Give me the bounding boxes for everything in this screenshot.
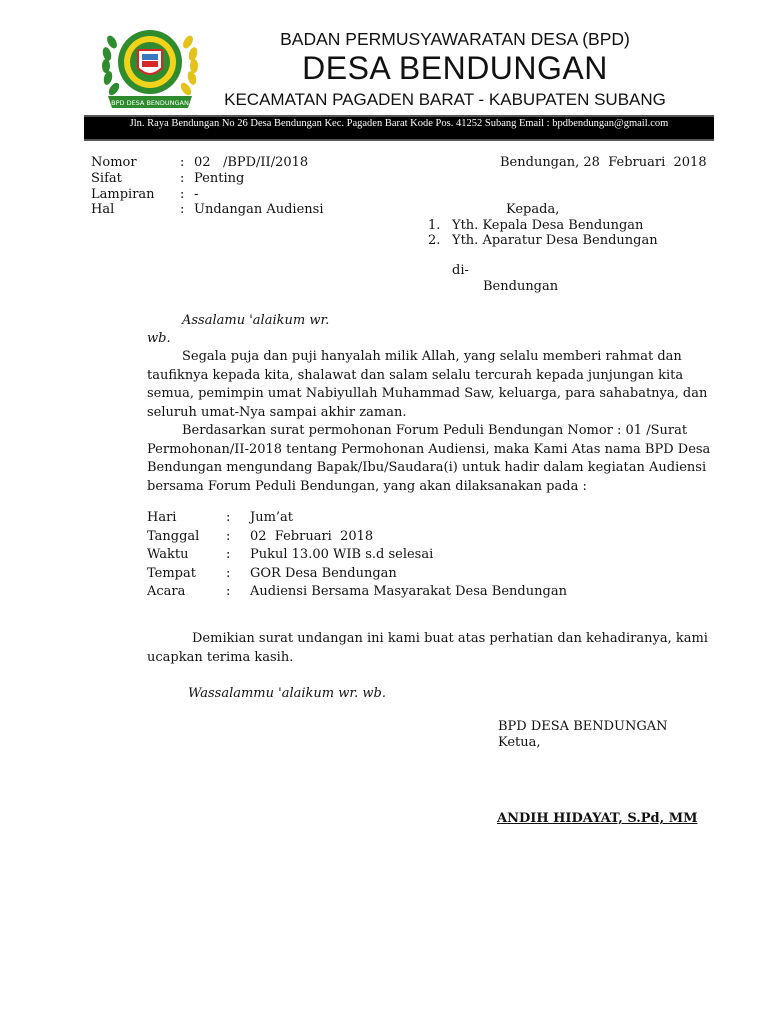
detail-colon: : — [226, 547, 231, 562]
detail-value-tanggal: 02 Februari 2018 — [250, 529, 374, 544]
signatory-name: ANDIH HIDAYAT, S.Pd, MM — [497, 811, 698, 826]
paragraph-line: Demikian surat undangan ini kami buat atas perhatian dan kehadiranya, kami — [192, 631, 708, 646]
detail-colon: : — [226, 529, 231, 544]
paragraph-line: Berdasarkan surat permohonan Forum Peduli Bendungan Nomor : 01 /Surat — [182, 423, 688, 438]
greeting-cont: wb. — [147, 331, 171, 346]
paragraph-line: seluruh umat-Nya sampai akhir zaman. — [147, 404, 407, 420]
recipient-heading: Kepada, — [506, 202, 560, 217]
paragraph-line: bersama Forum Peduli Bendungan, yang akan dilaksanakan pada : — [147, 478, 587, 494]
meta-label-nomor: Nomor — [91, 155, 137, 170]
signature-position: Ketua, — [498, 735, 541, 750]
body-paragraph-1 — [147, 348, 711, 422]
paragraph-line: ucapkan terima kasih. — [147, 649, 294, 665]
recipient-num: 2. — [428, 233, 441, 248]
paragraph-line: Bendungan mengundang Bapak/Ibu/Saudara(i) untuk hadir dalam kegiatan Audiensi — [147, 460, 707, 475]
closing-greeting: Wassalammu 'alaikum wr. wb. — [188, 686, 387, 701]
recipient-di: di- — [452, 263, 469, 278]
meta-colon: : — [180, 171, 185, 186]
organization-name: BADAN PERMUSYAWARATAN DESA (BPD) — [280, 29, 630, 49]
recipient-item: Yth. Kepala Desa Bendungan — [452, 218, 644, 233]
meta-value-sifat: Penting — [194, 171, 245, 186]
meta-label-sifat: Sifat — [91, 171, 122, 186]
recipient-place: Bendungan — [483, 279, 559, 294]
greeting: Assalamu 'alaikum wr. — [182, 313, 330, 328]
meta-value-nomor: 02 /BPD/II/2018 — [194, 155, 309, 170]
detail-value-acara: Audiensi Bersama Masyarakat Desa Bendungan — [250, 584, 567, 599]
paragraph-line: Segala puja dan puji hanyalah milik Allah, yang selalu memberi rahmat dan — [182, 349, 682, 364]
svg-text:BPD DESA BENDUNGAN: BPD DESA BENDUNGAN — [111, 99, 189, 107]
detail-colon: : — [226, 566, 231, 581]
meta-colon: : — [180, 155, 185, 170]
detail-label-waktu: Waktu — [147, 547, 189, 562]
detail-value-hari: Jum’at — [250, 510, 294, 525]
meta-label-lampiran: Lampiran — [91, 187, 155, 202]
recipient-item: Yth. Aparatur Desa Bendungan — [452, 233, 658, 248]
meta-value-lampiran: - — [194, 187, 199, 202]
detail-label-acara: Acara — [147, 584, 186, 599]
bpd-logo — [98, 24, 202, 110]
paragraph-line: Permohonan/II-2018 tentang Permohonan Audiensi, maka Kami Atas nama BPD Desa — [147, 441, 711, 457]
detail-colon: : — [226, 510, 231, 525]
detail-label-hari: Hari — [147, 510, 177, 525]
meta-colon: : — [180, 187, 185, 202]
village-title: DESA BENDUNGAN — [302, 50, 608, 86]
signature-org: BPD DESA BENDUNGAN — [498, 719, 668, 734]
meta-colon: : — [180, 202, 185, 217]
detail-label-tanggal: Tanggal — [147, 529, 200, 544]
closing-paragraph — [147, 630, 711, 667]
body-paragraph-2 — [147, 422, 711, 496]
meta-label-hal: Hal — [91, 202, 115, 217]
district-line: KECAMATAN PAGADEN BARAT - KABUPATEN SUBANG — [224, 90, 666, 109]
detail-label-tempat: Tempat — [147, 566, 196, 581]
recipient-num: 1. — [428, 218, 441, 233]
address-text: Jln. Raya Bendungan No 26 Desa Bendungan Kec. Pagaden Barat Kode Pos. 41252 Subang Email : bpdbendungan@gmail.com — [129, 118, 669, 129]
detail-value-waktu: Pukul 13.00 WIB s.d selesai — [250, 547, 434, 562]
detail-colon: : — [226, 584, 231, 599]
place-date: Bendungan, 28 Februari 2018 — [500, 155, 707, 170]
meta-value-hal: Undangan Audiensi — [194, 202, 324, 217]
detail-value-tempat: GOR Desa Bendungan — [250, 566, 397, 581]
paragraph-line: semua, pemimpin umat Nabiyullah Muhammad Saw, keluarga, para sahabatnya, dan — [147, 386, 708, 401]
paragraph-line: taufiknya kepada kita, shalawat dan salam selalu tercurah kepada junjungan kita — [147, 367, 684, 383]
